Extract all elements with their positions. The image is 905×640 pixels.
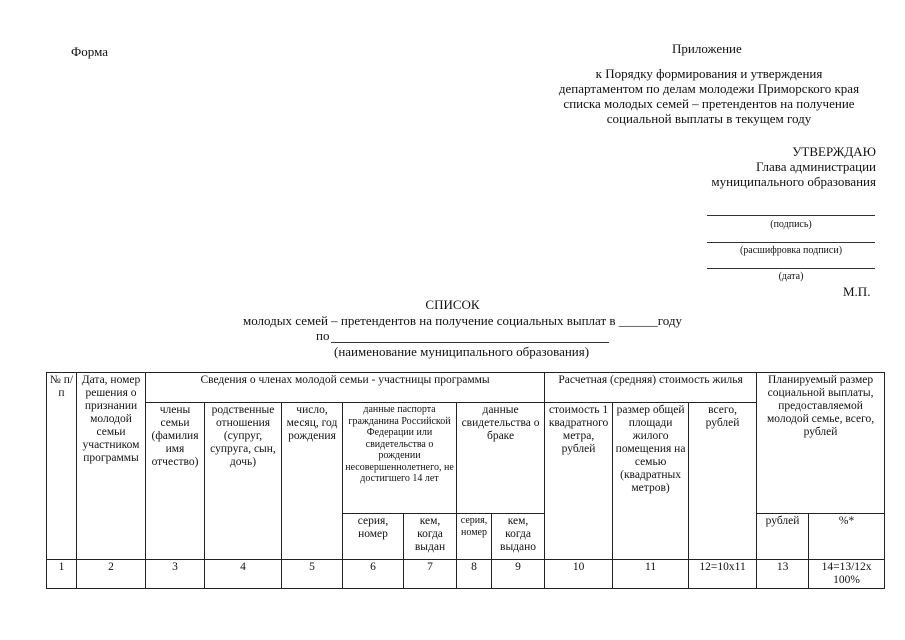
header-series-marriage: серия, номер [457, 514, 492, 560]
col-number: 10 [545, 560, 613, 589]
col-number: 4 [205, 560, 282, 589]
header-pct: %* [809, 514, 885, 560]
header-passport: данные паспорта гражданина Российской Федерации или свидетельства о рождении несовершеннолетнего, не достигшего 14 лет [343, 403, 457, 514]
header-marriage: данные свидетельства о браке [457, 403, 545, 514]
date-caption: (дата) [778, 271, 804, 282]
list-subtitle: молодых семей – претендентов на получение социальных выплат в ______году [243, 313, 683, 328]
col-number: 8 [457, 560, 492, 589]
header-planned-payment: Планируемый размер социальной выплаты, предоставляемой молодой семье, всего, рублей [757, 373, 885, 514]
date-line [707, 268, 875, 269]
municipality-line [331, 342, 609, 343]
header-issued-marriage: кем, когда выдано [492, 514, 545, 560]
col-number: 6 [343, 560, 404, 589]
col-number: 5 [282, 560, 343, 589]
appendix-line: к Порядку формирования и утверждения [595, 66, 823, 81]
header-total: всего, рублей [689, 403, 757, 560]
header-num: № п/п [47, 373, 77, 560]
form-label: Форма [71, 44, 108, 59]
header-members-group: Сведения о членах молодой семьи - участницы программы [146, 373, 545, 403]
col-number: 2 [77, 560, 146, 589]
approve-line2: муниципального образования [711, 174, 876, 189]
list-po: по [316, 328, 330, 343]
decoding-caption: (расшифровка подписи) [739, 245, 843, 256]
col-number: 7 [404, 560, 457, 589]
col-number: 14=13/12x 100% [809, 560, 885, 589]
header-birth: число, месяц, год рождения [282, 403, 343, 560]
header-members: члены семьи (фамилия имя отчество) [146, 403, 205, 560]
header-relation: родственные отношения (супруг, супруга, сын, дочь) [205, 403, 282, 560]
col-number: 9 [492, 560, 545, 589]
signature-caption: (подпись) [770, 219, 812, 230]
families-table [46, 372, 885, 589]
appendix-title: Приложение [672, 41, 742, 56]
col-number: 12=10x11 [689, 560, 757, 589]
col-number: 1 [47, 560, 77, 589]
appendix-line: департаментом по делам молодежи Приморского края [558, 81, 860, 96]
approve-title: УТВЕРЖДАЮ [792, 144, 876, 159]
header-issued-passport: кем, когда выдан [404, 514, 457, 560]
municipality-caption: (наименование муниципального образования) [334, 344, 590, 359]
signature-line [707, 215, 875, 216]
col-number: 13 [757, 560, 809, 589]
header-cost-group: Расчетная (средняя) стоимость жилья [545, 373, 757, 403]
stamp-mark: М.П. [843, 284, 871, 299]
col-number: 11 [613, 560, 689, 589]
appendix-line: социальной выплаты в текущем году [606, 111, 812, 126]
approve-line1: Глава администрации [755, 159, 876, 174]
header-series-passport: серия, номер [343, 514, 404, 560]
appendix-line: списка молодых семей – претендентов на получение [563, 96, 855, 111]
decoding-line [707, 242, 875, 243]
header-sqm-cost: стоимость 1 квадратного метра, рублей [545, 403, 613, 560]
header-area: размер общей площади жилого помещения на семью (квадратных метров) [613, 403, 689, 560]
header-rub: рублей [757, 514, 809, 560]
header-decision-date: Дата, номер решения о признании молодой семьи участником программы [77, 373, 146, 560]
col-number: 3 [146, 560, 205, 589]
appendix-text [530, 66, 888, 126]
list-title: СПИСОК [425, 297, 480, 312]
